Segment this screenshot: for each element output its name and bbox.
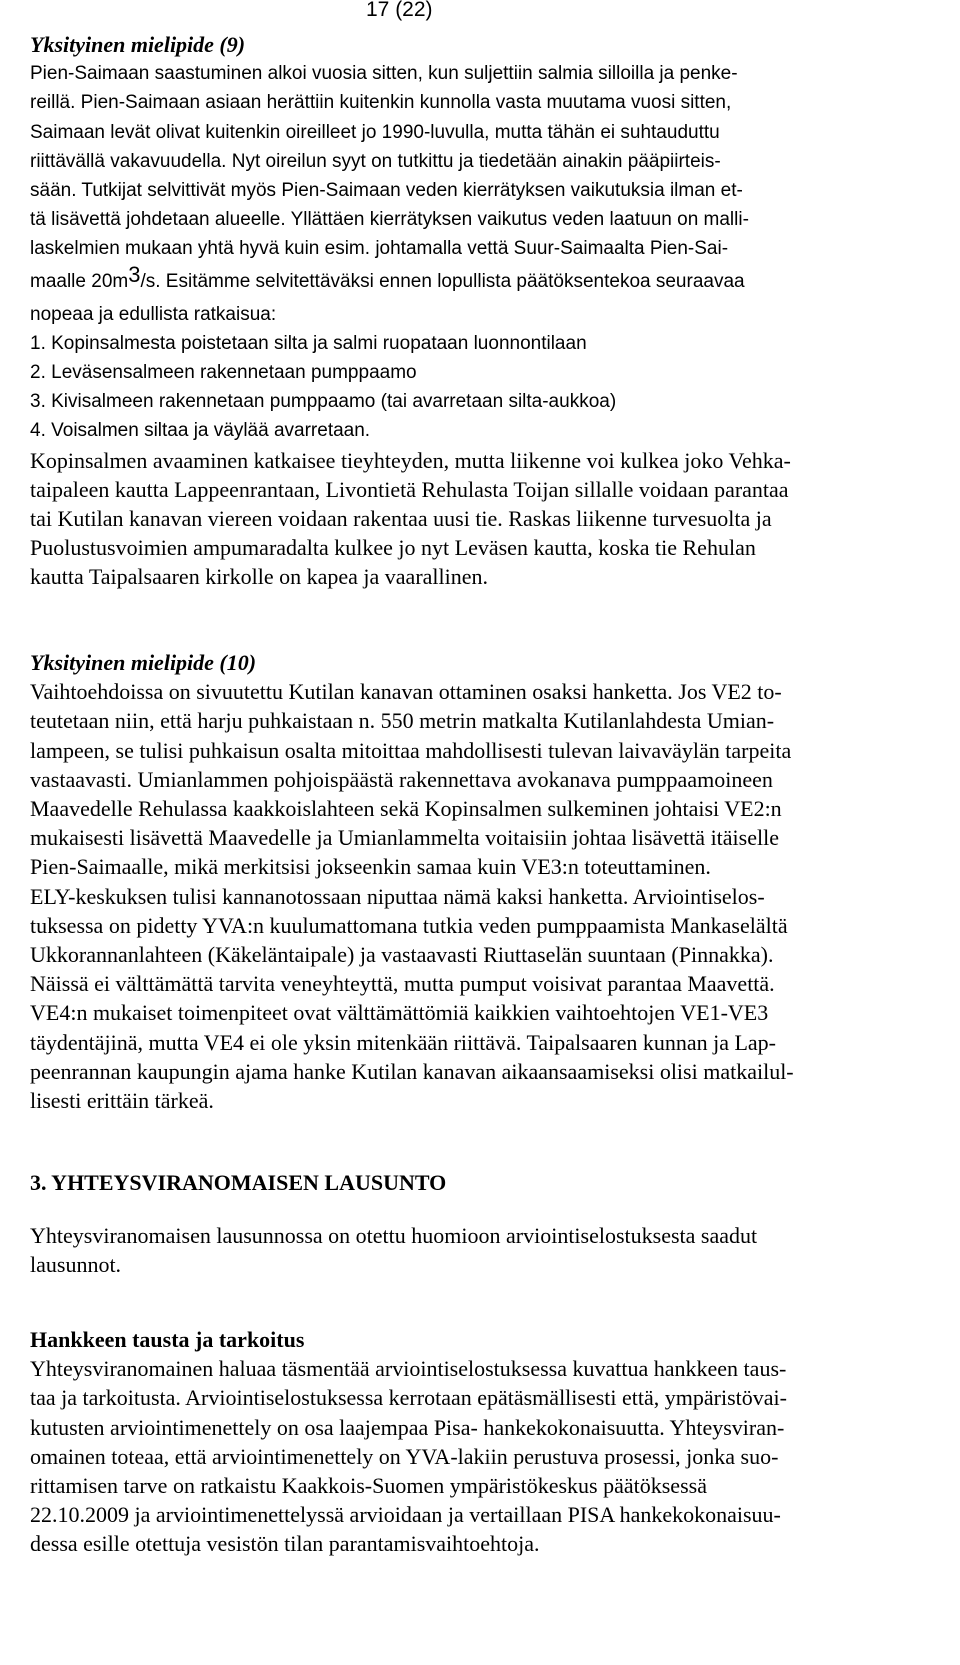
list-item: 2. Leväsensalmeen rakennetaan pumppaamo <box>30 362 417 384</box>
text-line: laskelmien mukaan yhtä hyvä kuin esim. johtamalla vettä Suur-Saimaalta Pien-Sai- <box>30 238 729 260</box>
text-line: mukaisesti lisävettä Maavedelle ja Umianlammelta voitaisiin johtaa lisävettä itäiselle <box>30 825 779 851</box>
text-line: ELY-keskuksen tulisi kannanotossaan niputtaa nämä kaksi hanketta. Arviointiselos- <box>30 883 765 909</box>
section-3 <box>30 1168 950 1280</box>
text-line: kautta Taipalsaaren kirkolle on kapea ja vaarallinen. <box>30 564 489 590</box>
text-line: reillä. Pien-Saimaan asiaan herättiin kuitenkin kunnolla vasta muutama vuosi sitten, <box>30 92 732 114</box>
text-line: taipaleen kautta Lappeenrantaan, Livontietä Rehulasta Toijan sillalle voidaan parantaa <box>30 476 789 502</box>
text-line: sään. Tutkijat selvittivät myös Pien-Saimaan veden kierrätyksen vaikutuksia ilman et- <box>30 180 743 202</box>
section-3-heading: 3. YHTEYSVIRANOMAISEN LAUSUNTO <box>30 1170 447 1195</box>
text-line: täydentäjinä, mutta VE4 ei ole yksin mitenkään riittävä. Taipalsaaren kunnan ja Lap- <box>30 1029 777 1055</box>
text-line: VE4:n mukaiset toimenpiteet ovat välttämättömiä kaikkien vaihtoehtojen VE1-VE3 <box>30 1000 769 1026</box>
text-line: taa ja tarkoitusta. Arviointiselostuksessa kerrotaan epätäsmällisesti että, ympäristövai- <box>30 1385 787 1411</box>
list-item: 1. Kopinsalmesta poistetaan silta ja salmi ruopataan luonnontilaan <box>30 332 587 354</box>
text-line: Vaihtoehdoissa on sivuutettu Kutilan kanavan ottaminen osaksi hanketta. Jos VE2 to- <box>30 679 782 705</box>
opinion-10-heading: Yksityinen mielipide (10) <box>30 650 257 675</box>
text-line: nopeaa ja edullista ratkaisua: <box>30 303 277 325</box>
text-line: Pien-Saimaalle, mikä merkitsisi jokseenkin samaa kuin VE3:n toteuttaminen. <box>30 854 711 880</box>
opinion-9-section <box>30 30 950 592</box>
text-line: teutetaan niin, että harju puhkaistaan n. 550 metrin matkalta Kutilanlahdesta Umian- <box>30 708 775 734</box>
text-line-with-superscript <box>30 261 950 300</box>
opinion-10-body <box>30 677 950 1115</box>
background-section <box>30 1325 950 1559</box>
text-line: tuksessa on pidetty YVA:n kuulumattomana tutkia veden pumppaamista Mankaselältä <box>30 912 788 938</box>
opinion-9-body <box>30 59 950 445</box>
text-line: lisesti erittäin tärkeä. <box>30 1088 214 1114</box>
background-body <box>30 1354 950 1558</box>
text-line: Maavedelle Rehulassa kaakkoislahteen sekä Kopinsalmen sulkeminen johtaisi VE2:n <box>30 796 782 822</box>
text-line: riittävällä vakavuudella. Nyt oireilun syyt on tutkittu ja tiedetään ainakin pääpiirteis- <box>30 150 721 172</box>
background-heading: Hankkeen tausta ja tarkoitus <box>30 1327 305 1352</box>
opinion-9-heading: Yksityinen mielipide (9) <box>30 32 246 57</box>
text-line: vastaavasti. Umianlammen pohjoispäästä rakennettava avokanava pumppaamoineen <box>30 766 773 792</box>
opinion-10-section <box>30 648 950 1115</box>
text-line: Yhteysviranomainen haluaa täsmentää arviointiselostuksessa kuvattua hankkeen taus- <box>30 1356 787 1382</box>
text-line: kutusten arviointimenettely on osa laajempaa Pisa- hankekokonaisuutta. Yhteysviran- <box>30 1414 785 1440</box>
text-line: Yhteysviranomaisen lausunnossa on otettu huomioon arviointiselostuksesta saadut <box>30 1223 758 1249</box>
text-line: Saimaan levät olivat kuitenkin oireilleet jo 1990-luvulla, mutta tähän ei suhtauduttu <box>30 121 720 143</box>
text-line: Ukkorannanlahteen (Käkeläntaipale) ja vastaavasti Riuttaselän suuntaan (Pinnakka). <box>30 942 774 968</box>
superscript-exponent: 3 <box>128 261 141 287</box>
page-number: 17 (22) <box>366 0 433 21</box>
text-line: Pien-Saimaan saastuminen alkoi vuosia sitten, kun suljettiin salmia silloilla ja penke- <box>30 63 738 85</box>
list-item: 3. Kivisalmeen rakennetaan pumppaamo (tai avarretaan silta-aukkoa) <box>30 391 617 413</box>
text-line: Puolustusvoimien ampumaradalta kulkee jo nyt Leväsen kautta, koska tie Rehulan <box>30 535 756 561</box>
text-line: lausunnot. <box>30 1252 122 1278</box>
text-line: Näissä ei välttämättä tarvita veneyhteyttä, mutta pumput voisivat parantaa Maavettä. <box>30 971 775 997</box>
text-line: rittamisen tarve on ratkaistu Kaakkois-Suomen ympäristökeskus päätöksessä <box>30 1473 707 1499</box>
section-3-body <box>30 1221 950 1279</box>
text-line: omainen toteaa, että arviointimenettely on YVA-lakiin perustuva prosessi, jonka suo- <box>30 1443 779 1469</box>
text-line: dessa esille otettuja vesistön tilan parantamisvaihtoehtoja. <box>30 1531 540 1557</box>
text-line: 22.10.2009 ja arviointimenettelyssä arvioidaan ja vertaillaan PISA hankekokonaisuu- <box>30 1502 781 1528</box>
text-line: lampeen, se tulisi puhkaisun osalta mitoittaa mahdollisesti tulevan laivaväylän tarpeita <box>30 737 792 763</box>
flow-rate-text: maalle 20m <box>30 270 129 292</box>
text-fragment: /s. Esitämme selvitettäväksi ennen lopullista päätöksentekoa seuraavaa <box>140 270 745 292</box>
text-line: tai Kutilan kanavan viereen voidaan rakentaa uusi tie. Raskas liikenne turvesuolta ja <box>30 506 772 532</box>
opinion-9-serif-body <box>30 446 950 592</box>
text-line: Kopinsalmen avaaminen katkaisee tieyhteyden, mutta liikenne voi kulkea joko Vehka- <box>30 447 791 473</box>
list-item: 4. Voisalmen siltaa ja väylää avarretaan. <box>30 420 371 442</box>
text-line: tä lisävettä johdetaan alueelle. Yllättäen kierrätyksen vaikutus veden laatuun on malli- <box>30 209 749 231</box>
text-line: peenrannan kaupungin ajama hanke Kutilan kanavan aikaansaamiseksi olisi matkailul- <box>30 1058 794 1084</box>
